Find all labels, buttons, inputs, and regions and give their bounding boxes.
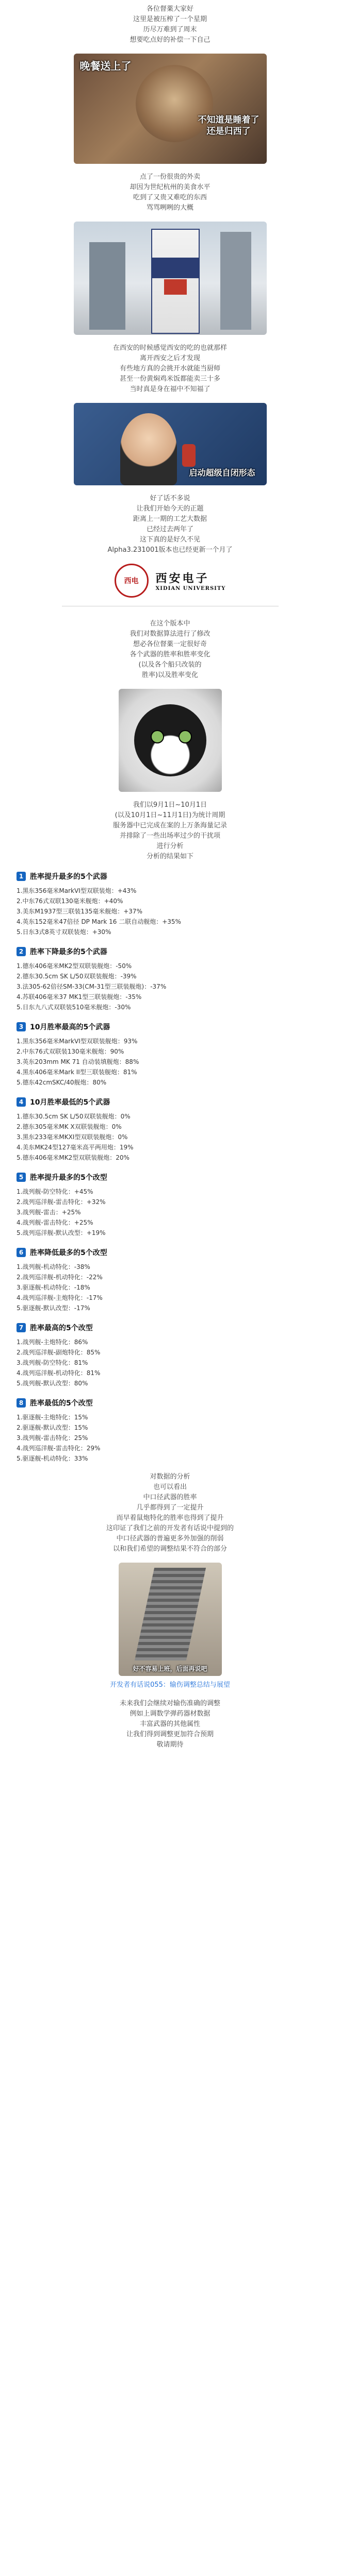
text-line: 已经过去两年了 — [146, 526, 193, 533]
list-item: 5.驱逐舰-机动特化：33% — [17, 1455, 88, 1462]
text-line: 中口径武器的胜率 — [143, 1494, 197, 1501]
robot-chest — [151, 258, 200, 278]
number-badge: 5 — [17, 1173, 26, 1182]
text-line: 各个武器的胜率和胜率变化 — [129, 651, 211, 658]
list-item: 1.德东30.5cm SK L/50双联装舰炮：0% — [17, 1113, 131, 1120]
number-badge: 7 — [17, 1323, 26, 1332]
cat-meme-image — [119, 689, 222, 792]
footer-text — [0, 1694, 340, 1754]
text-block — [0, 796, 340, 866]
list-item: 5.驱逐舰-默认改型：-17% — [17, 1304, 90, 1312]
text-line: Alpha3.231001版本也已经更新一个月了 — [107, 546, 233, 554]
logo-text — [156, 570, 226, 591]
meme-top-text: 晚餐送上了 — [79, 60, 132, 72]
text-line: 而早着鼠炮特化的胜率也得到了提升 — [116, 1514, 224, 1522]
section-items — [17, 1412, 323, 1464]
list-item: 4.英东152毫米47倍径 DP Mark 16 二联自动舰炮：+35% — [17, 918, 181, 925]
text-line: 这下真的是好久不见 — [139, 536, 200, 544]
list-item: 4.黑东406毫米Mark II型三联装舰炮：81% — [17, 1069, 137, 1076]
text-line: 并排除了一些出场率过少的干扰项 — [119, 832, 220, 840]
section-items — [17, 886, 323, 937]
escalator-meme-image — [119, 1563, 222, 1676]
section-items — [17, 1111, 323, 1163]
seal-icon: 西电 — [115, 564, 149, 598]
section-title-text: 胜率降低最多的5个改型 — [30, 1249, 107, 1257]
cat-eye — [151, 730, 164, 743]
text-line: (以及10月1日~11月1日)为统计周期 — [115, 811, 225, 819]
list-item: 3.英东203mm MK 71 自动装填舰炮：88% — [17, 1058, 139, 1065]
section-title — [17, 1097, 323, 1107]
text-line: 吃到了又贵又难吃的东西 — [133, 194, 207, 201]
number-badge: 4 — [17, 1097, 26, 1107]
text-line: 我们对数据算法进行了修改 — [129, 630, 211, 638]
list-item: 4.美东MK24型127毫米高平两用炮：19% — [17, 1144, 134, 1151]
list-item: 5.德东406毫米MK2型双联装舰炮：20% — [17, 1154, 129, 1161]
text-line: 我们以9月1日~10月1日 — [133, 801, 207, 809]
stats-section — [0, 1393, 340, 1468]
section-items — [17, 1337, 323, 1388]
section-title — [17, 1398, 323, 1408]
text-line: 中口径武器的普遍更多外加强的削弱 — [116, 1535, 224, 1543]
number-badge: 8 — [17, 1398, 26, 1408]
list-item: 2.德东30.5cm SK L/50双联装舰炮：-39% — [17, 973, 137, 980]
text-line: 胜率)以及胜率变化 — [141, 671, 199, 679]
text-line: 丰富武器的其他属性 — [139, 1720, 200, 1728]
section-title — [17, 1323, 323, 1333]
list-item: 2.战列巡洋舰-机动特化：-22% — [17, 1274, 103, 1281]
reporter-meme-image — [74, 403, 267, 485]
list-item: 1.战列舰-机动特化：-38% — [17, 1263, 90, 1270]
stats-section — [0, 1242, 340, 1317]
list-item: 3.法305-62倍径SM-33(CM-31型三联装舰炮)：-37% — [17, 983, 167, 990]
logo-name-cn: 西安电子 — [155, 572, 209, 585]
list-item: 2.战列巡洋舰-副炮特化：85% — [17, 1349, 101, 1356]
stats-section — [0, 866, 340, 941]
section-items — [17, 1262, 323, 1313]
text-line: 进行分析 — [156, 842, 184, 850]
stats-section — [0, 1167, 340, 1242]
tower-shape — [220, 232, 251, 330]
text-line: 历尽万难到了周末 — [143, 26, 197, 33]
text-line: 在西安的时候感觉西安的吃的也就那样 — [112, 344, 227, 352]
list-item: 4.战列巡洋舰-主炮特化：-17% — [17, 1294, 103, 1301]
list-item: 3.战列舰-雷击：+25% — [17, 1209, 81, 1216]
section-title — [17, 1022, 323, 1032]
text-line: 各位督薬大家好 — [146, 5, 193, 13]
number-badge: 2 — [17, 947, 26, 956]
list-item: 2.中东76式双联130毫米舰炮：+40% — [17, 897, 123, 905]
list-item: 5.战列巡洋舰-默认改型：+19% — [17, 1229, 106, 1236]
list-item: 3.战列舰-雷击特化：25% — [17, 1434, 88, 1442]
intro-text — [0, 0, 340, 49]
list-item: 5.德东42cmSKC/40舰炮：80% — [17, 1079, 107, 1086]
text-line: 几乎都得到了一定提升 — [136, 1504, 204, 1512]
logo-name-en: XIDIAN UNIVERSITY — [155, 586, 226, 591]
robot-belly — [164, 279, 187, 295]
boy-figure — [120, 413, 177, 485]
list-item: 5.战列舰-默认改型：80% — [17, 1380, 88, 1387]
list-item: 1.驱逐舰-主炮特化：15% — [17, 1414, 88, 1421]
list-item: 5.日东九八式双联装510毫米舰炮：-30% — [17, 1004, 131, 1011]
list-item: 1.黑东356毫米MarkVI型双联装舰炮：93% — [17, 1038, 138, 1045]
section-title-text: 胜率最低的5个改型 — [30, 1399, 93, 1408]
list-item: 2.中东76式双联装130毫米舰炮：90% — [17, 1048, 124, 1055]
text-line: 想必各位督薬一定很好奇 — [133, 640, 207, 648]
list-item: 1.战列舰-防空特化：+45% — [17, 1188, 93, 1195]
text-line: 这里是被压榨了一个星期 — [133, 15, 207, 23]
text-block — [0, 615, 340, 685]
text-line: 离开西安之后才发现 — [139, 354, 200, 362]
microphone-icon — [182, 444, 196, 467]
text-line: 例如上调数学弹药器材数据 — [129, 1710, 211, 1718]
meme-caption: 好不容易上班，后面再说吧 — [133, 1665, 207, 1672]
text-line: 却因为世纪杭州的美食水平 — [129, 183, 211, 191]
section-title-text: 10月胜率最高的5个武器 — [30, 1023, 110, 1031]
list-item: 3.黑东233毫米MKXI型双联装舰炮：0% — [17, 1133, 128, 1141]
monkey-meme-image — [74, 54, 267, 164]
meme-caption: 启动超级自闭形态 — [189, 468, 255, 478]
section-title — [17, 871, 323, 882]
text-line: 服务器中已完成在案的上万条海量记录 — [112, 822, 227, 829]
section-title-text: 胜率提升最多的5个武器 — [30, 873, 107, 881]
list-item: 2.驱逐舰-默认改型：15% — [17, 1424, 88, 1431]
text-line: 在这个版本中 — [150, 620, 190, 628]
list-item: 1.战列舰-主炮特化：86% — [17, 1338, 88, 1346]
meme-caption-line: 不知道是睡着了 — [198, 115, 260, 125]
cat-face — [134, 704, 206, 776]
text-line: 当时真是身在福中不知福了 — [129, 385, 211, 393]
stats-section — [0, 1092, 340, 1167]
text-line: 想要吃点好的补偿一下自己 — [129, 36, 211, 44]
text-block — [0, 168, 340, 217]
number-badge: 1 — [17, 872, 26, 881]
list-item: 4.战列舰-雷击特化：+25% — [17, 1219, 93, 1226]
escalator-shape — [134, 1568, 205, 1660]
gundam-robot-image — [74, 222, 267, 335]
stats-section — [0, 941, 340, 1016]
text-line: 好了话不多说 — [150, 495, 190, 502]
text-line: 让我们得到调整更加符合预期 — [126, 1731, 214, 1738]
section-title-text: 胜率下降最多的5个武器 — [30, 948, 107, 956]
text-block — [0, 339, 340, 399]
meme-caption-line: 还是归西了 — [206, 126, 251, 137]
stats-section — [0, 1016, 340, 1092]
conclusion-text — [0, 1468, 340, 1558]
text-line: 让我们开始今天的正题 — [136, 505, 204, 513]
list-item: 5.日东3式8英寸双联装炮：+30% — [17, 928, 111, 936]
meme-caption — [198, 114, 260, 137]
section-title — [17, 1247, 323, 1258]
section-title-text: 胜率提升最多的5个改型 — [30, 1174, 107, 1182]
text-line: 有些地方真的会挑开水就能当厨师 — [119, 365, 220, 372]
number-badge: 3 — [17, 1022, 26, 1031]
section-items — [17, 1036, 323, 1088]
list-item: 2.战列巡洋舰-雷击特化：+32% — [17, 1198, 106, 1206]
section-title — [17, 1172, 323, 1182]
list-item: 1.黑东356毫米MarkVI型双联装炮：+43% — [17, 887, 137, 894]
list-item: 4.苏联406毫米37 MK1型三联装舰炮：-35% — [17, 993, 142, 1001]
text-line: 敬请期待 — [156, 1741, 184, 1749]
list-item: 3.战列舰-防空特化：81% — [17, 1359, 88, 1366]
section-items — [17, 961, 323, 1012]
article-link[interactable]: 开发者有话说055：输伤调整总结与展望 — [110, 1681, 230, 1689]
list-item: 3.美东M1937型三联装135毫米舰炮：+37% — [17, 908, 142, 915]
section-title-text: 10月胜率最低的5个武器 — [30, 1098, 110, 1107]
text-line: 以和我们希望的调整结果不符合的部分 — [112, 1545, 227, 1553]
list-item: 4.战列巡洋舰-雷击特化：29% — [17, 1445, 101, 1452]
text-line: 这印证了我们之前的开发者有话说中提到的 — [106, 1524, 234, 1532]
text-line: 骂骂咧咧的大概 — [146, 204, 193, 212]
crane-shape — [89, 242, 125, 330]
list-item: 1.德东406毫米MK2型双联装舰炮：-50% — [17, 962, 132, 970]
text-line: 甚至一份黄焖鸡米饭都能卖三十多 — [119, 375, 220, 383]
list-item: 2.德东305毫米MK X双联装舰炮：0% — [17, 1123, 122, 1130]
text-block — [0, 489, 340, 560]
list-item: 4.战列巡洋舰-机动特化：81% — [17, 1369, 101, 1377]
section-title-text: 胜率最高的5个改型 — [30, 1324, 93, 1332]
text-line: 对数据的分析 — [150, 1473, 190, 1481]
text-line: 距离上一期的工艺大数据 — [133, 515, 207, 523]
section-title — [17, 946, 323, 957]
cat-eye — [179, 730, 192, 743]
list-item: 3.驱逐舰-机动特化：-18% — [17, 1284, 90, 1291]
text-line: 未来我们会继续对输伤准确的调整 — [119, 1700, 220, 1707]
number-badge: 6 — [17, 1248, 26, 1257]
university-logo — [103, 564, 237, 598]
text-line: 分析的结果如下 — [146, 853, 193, 860]
text-line: 也可以看出 — [153, 1483, 187, 1491]
text-line: 点了一份很贵的外卖 — [139, 173, 200, 181]
stats-section — [0, 1317, 340, 1393]
text-line: (以及各个船只改装的 — [138, 661, 202, 669]
section-items — [17, 1187, 323, 1238]
